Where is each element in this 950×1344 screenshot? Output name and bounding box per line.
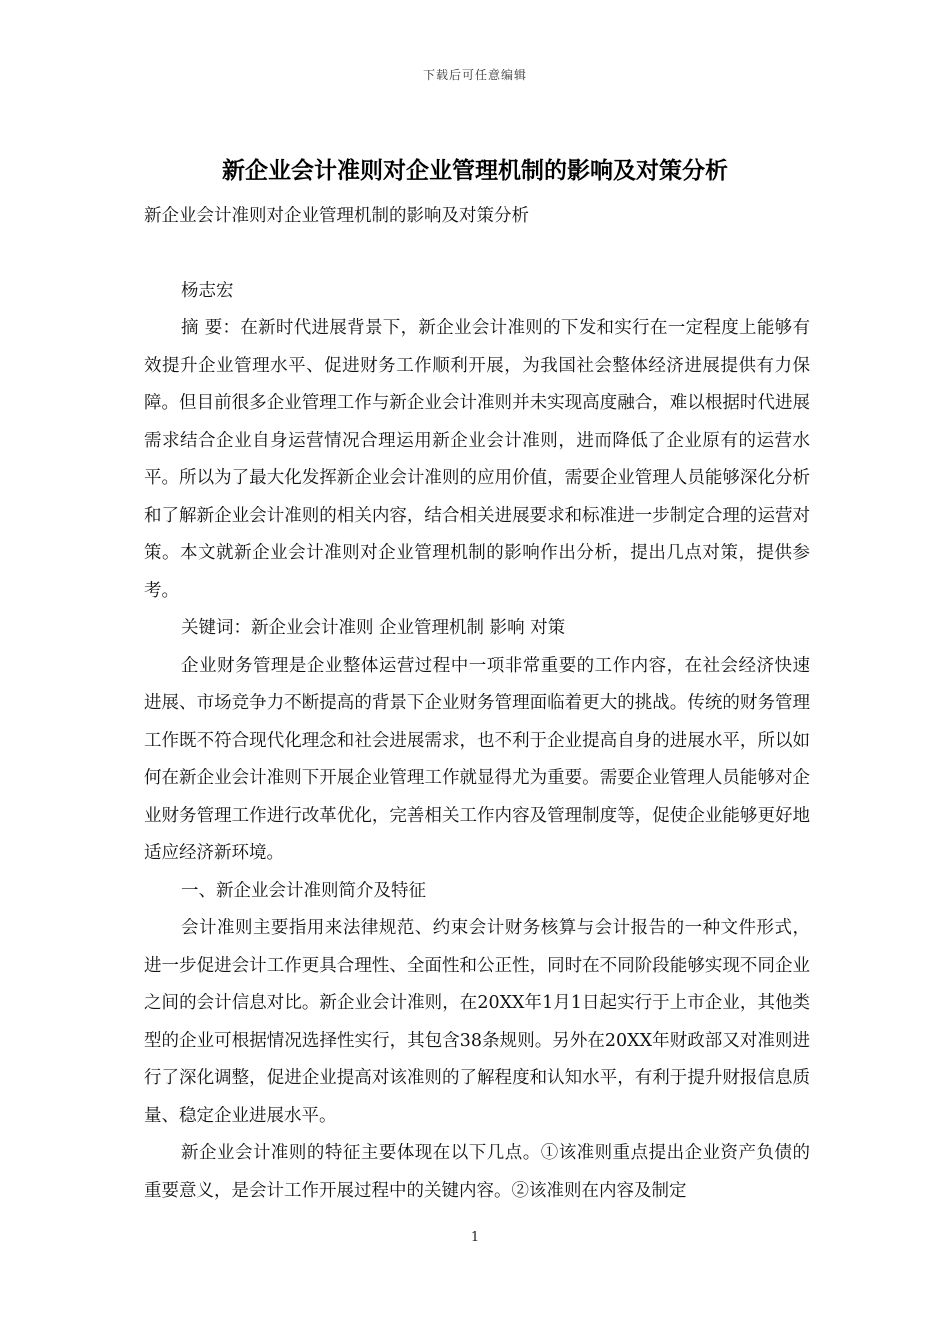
- author-name: 杨志宏: [181, 280, 234, 301]
- intro-paragraph: 企业财务管理是企业整体运营过程中一项非常重要的工作内容，在社会经济快速进展、市场竞争力不断提高的背景下企业财务管理面临着更大的挑战。传统的财务管理工作既不符合现代化理念和社会进展需求，也不利于企业提高自身的进展水平，所以如何在新企业会计准则下开展企业管理工作就显得尤为重要。需要企业管理人员能够对企业财务管理工作进行改革优化，完善相关工作内容及管理制度等，促使企业能够更好地适应经济新环境。: [144, 655, 810, 863]
- document-body: [144, 198, 810, 1210]
- page-header-note: 下载后可任意编辑: [422, 68, 527, 82]
- document-subtitle: 新企业会计准则对企业管理机制的影响及对策分析: [144, 206, 529, 226]
- section-paragraph: 新企业会计准则的特征主要体现在以下几点。①该准则重点提出企业资产负债的重要意义，是会计工作开展过程中的关键内容。②该准则在内容及制定: [144, 1143, 810, 1201]
- section-heading: 一、新企业会计准则简介及特征: [181, 880, 426, 901]
- keywords-line: 关键词：新企业会计准则 企业管理机制 影响 对策: [181, 618, 566, 638]
- document-title: 新企业会计准则对企业管理机制的影响及对策分析: [222, 158, 728, 184]
- abstract-paragraph: 摘 要：在新时代进展背景下，新企业会计准则的下发和实行在一定程度上能够有效提升企业管理水平、促进财务工作顺利开展，为我国社会整体经济进展提供有力保障。但目前很多企业管理工作与新企业会计准则并未实现高度融合，难以根据时代进展需求结合企业自身运营情况合理运用新企业会计准则，进而降低了企业原有的运营水平。所以为了最大化发挥新企业会计准则的应用价值，需要企业管理人员能够深化分析和了解新企业会计准则的相关内容，结合相关进展要求和标准进一步制定合理的运营对策。本文就新企业会计准则对企业管理机制的影响作出分析，提出几点对策，提供参考。: [144, 318, 810, 601]
- section-paragraph: 会计准则主要指用来法律规范、约束会计财务核算与会计报告的一种文件形式，进一步促进会计工作更具合理性、全面性和公正性，同时在不同阶段能够实现不同企业之间的会计信息对比。新企业会计准则，在20XX年1月1日起实行于上市企业，其他类型的企业可根据情况选择性实行，其包含38条规则。另外在20XX年财政部又对准则进行了深化调整，促进企业提高对该准则的了解程度和认知水平，有利于提升财报信息质量、稳定企业进展水平。: [144, 918, 810, 1126]
- page-number: 1: [470, 1230, 480, 1245]
